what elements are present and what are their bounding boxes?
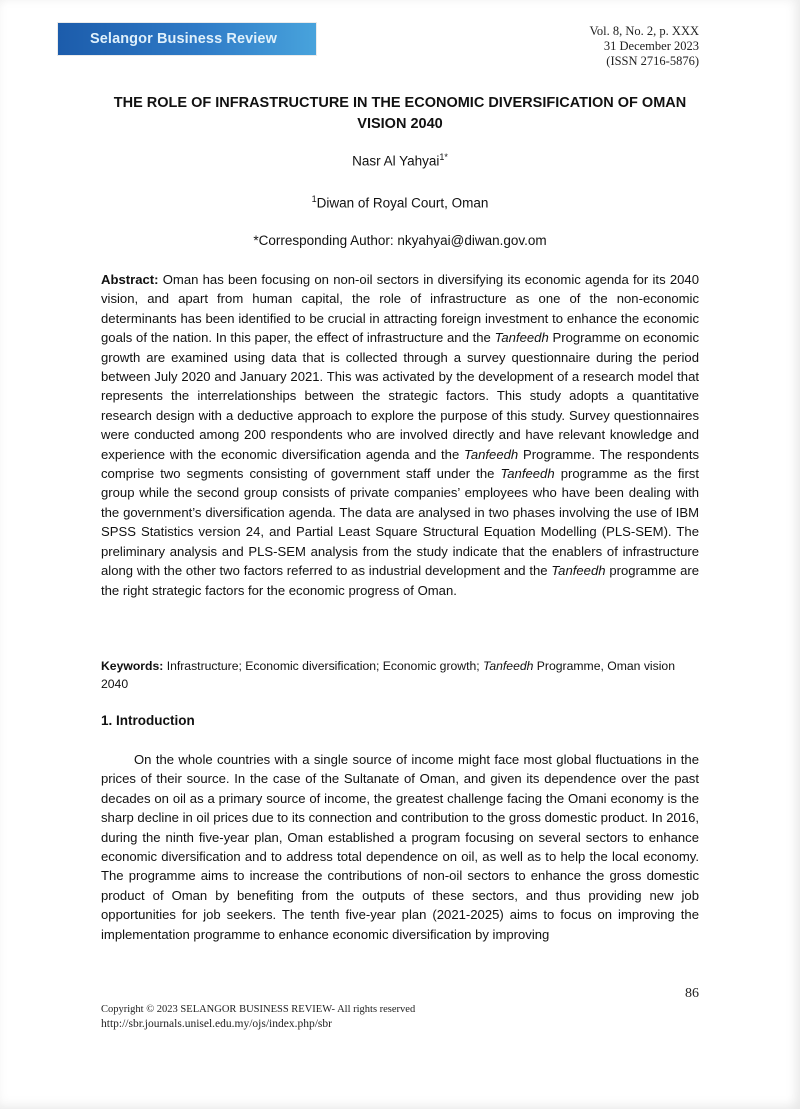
abstract-text: Programme. The respondents comprise two segments consisting of government staff under the <box>101 446 700 482</box>
abstract-italic: Tanfeedh <box>500 466 555 482</box>
paper-title: THE ROLE OF INFRASTRUCTURE IN THE ECONOMIC DIVERSIFICATION OF OMAN VISION 2040 <box>113 95 687 132</box>
journal-url[interactable]: http://sbr.journals.unisel.edu.my/ojs/index.php/sbr <box>101 1018 332 1030</box>
abstract-italic: Tanfeedh <box>464 446 519 462</box>
abstract <box>101 270 699 600</box>
journal-name: Selangor Business Review <box>90 31 277 47</box>
volume-line: Vol. 8, No. 2, p. XXX <box>589 24 699 38</box>
footer <box>101 1003 415 1031</box>
issue-info <box>590 24 700 69</box>
abstract-italic: Tanfeedh <box>494 330 549 346</box>
issn-line: (ISSN 2716-5876) <box>606 54 699 68</box>
abstract-text: Oman has been focusing on non-oil sectors in diversifying its economic agenda for its 2040 vision, and apart from human capital, the role of infrastructure as one of the non-economic determinants has been identified to be crucial in attracting foreign investment to enhance the economic goals of the nation. In this paper, the effect of infrastructure and the <box>101 272 699 346</box>
introduction-paragraph: On the whole countries with a single source of income might face most global fluctuations in the prices of their source. In the case of the Sultanate of Oman, and given its dependence over the past decades on oil as a primary source of income, the greatest challenge facing the Omani economy is the sharp decline in oil prices due to its connection and contribution to the gross domestic product. In 2016, during the ninth five-year plan, Oman established a program focusing on several sectors to enhance economic diversification and to address total dependence on oil, as well as to help the local economy. The programme aims to increase the contributions of non-oil sectors to enhance the gross domestic product of Oman by benefiting from the outputs of these sectors, and thus providing new job opportunities for job seekers. The tenth five-year plan (2021-2025) aims to focus on improving the implementation programme to enhance economic diversification by improving <box>101 752 699 942</box>
abstract-text: programme as the first group while the second group consists of private companies’ employees who have been dealing with the government’s diversification agenda. The data are analysed in two phases involving the use of IBM SPSS Statistics version 24, and Partial Least Square Structural Equation Modelling (PLS-SEM). The preliminary analysis and PLS-SEM analysis from the study indicate that the enablers of infrastructure along with the other two factors referred to as industrial development and the <box>101 466 699 579</box>
author-line <box>100 152 700 169</box>
abstract-italic: Tanfeedh <box>551 563 606 579</box>
keywords-italic: Tanfeedh <box>483 659 534 673</box>
affiliation-line <box>100 194 700 211</box>
corresponding-author: *Corresponding Author: nkyahyai@diwan.gov.om <box>253 233 547 248</box>
date-line: 31 December 2023 <box>603 39 699 53</box>
keywords-label: Keywords: <box>101 659 164 673</box>
abstract-text: Programme on economic growth are examined using data that is collected through a survey questionnaire during the period between July 2020 and January 2021. This was activated by the development of a research model that represents the interrelationships between the strategic factors. This study adopts a quantitative research design with a deductive approach to explore the purpose of this study. Survey questionnaires were conducted among 200 respondents who are involved directly and have relevant knowledge and experience with the economic diversification agenda and the <box>101 330 699 462</box>
keywords-text: Programme, Oman vision 2040 <box>101 659 675 691</box>
author-name: Nasr Al Yahyai <box>352 153 440 169</box>
affiliation: Diwan of Royal Court, Oman <box>316 195 489 211</box>
author-superscript: 1* <box>439 152 448 162</box>
journal-banner <box>58 23 316 55</box>
abstract-label: Abstract: <box>101 272 159 287</box>
copyright: Copyright © 2023 SELANGOR BUSINESS REVIEW- All rights reserved <box>101 1004 416 1015</box>
affiliation-superscript: 1 <box>311 194 317 204</box>
keywords-text: Infrastructure; Economic diversification; Economic growth; <box>163 659 484 673</box>
page-number: 86 <box>685 986 699 1001</box>
keywords <box>101 657 699 693</box>
abstract-text: programme are the right strategic factors for the economic progress of Oman. <box>101 563 699 598</box>
section-heading: 1. Introduction <box>101 713 195 728</box>
